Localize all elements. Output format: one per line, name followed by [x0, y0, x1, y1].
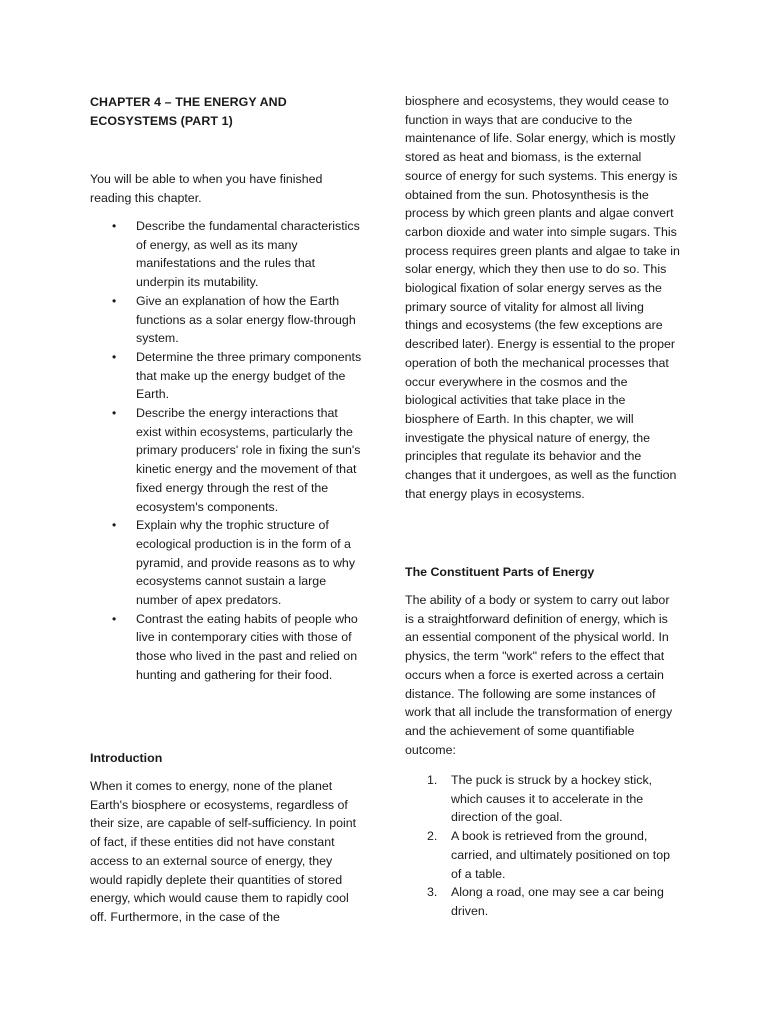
introduction-paragraph-part1: When it comes to energy, none of the planet Earth's biosphere or ecosystems, regardless of their size, are capable of self-sufficiency. In point of fact, if these entities did not have constant access to an external source of energy, they would rapidly deplete their quantities of stored energy, which would cause them to rapidly cool off. Furthermore, in the case of the: [90, 779, 357, 924]
example-text: A book is retrieved from the ground, carried, and ultimately positioned on top of a table.: [451, 829, 671, 881]
objective-text: Give an explanation of how the Earth functions as a solar energy flow-through system.: [136, 293, 356, 346]
objective-item: [90, 404, 364, 516]
example-text: Along a road, one may see a car being driven.: [451, 885, 664, 918]
introduction-heading: Introduction: [90, 751, 163, 765]
example-item: [405, 771, 680, 827]
objective-text: Describe the energy interactions that exist within ecosystems, particularly the primary producers' role in fixing the sun's kinetic energy and the movement of that fixed energy through the rest of the ecosystem's components.: [136, 406, 361, 514]
example-number: 2.: [427, 829, 438, 844]
bullet-icon: •: [112, 349, 117, 364]
objective-text: Contrast the eating habits of people who live in contemporary cities with those of those who lived in the past and relied on hunting and gathering for their food.: [136, 611, 358, 682]
objective-item: [90, 348, 364, 404]
example-item: [405, 883, 680, 920]
bullet-icon: •: [112, 406, 117, 421]
objective-text: Explain why the trophic structure of ecological production is in the form of a pyramid, and provide reasons as to why ecosystems cannot sustain a large number of apex predators.: [136, 518, 356, 608]
example-number: 1.: [427, 773, 438, 787]
objective-item: [90, 217, 364, 292]
objective-item: [90, 292, 364, 348]
objective-item: [90, 610, 364, 685]
objective-text: Determine the three primary components that make up the energy budget of the Earth.: [136, 349, 362, 402]
objective-text: Describe the fundamental characteristics of energy, as well as its many manifestations and the rules that underpin its mutability.: [136, 219, 360, 290]
constituent-parts-paragraph: The ability of a body or system to carry out labor is a straightforward definition of energy, which is an essential component of the physical world. In physics, the term "work" refers to the effect that occurs when a force is exerted across a certain distance. The following are some instances of work that all include the transformation of energy and the achievement of some quantifiable outcome:: [405, 593, 673, 757]
work-examples-list: [405, 771, 680, 921]
bullet-icon: •: [112, 611, 117, 626]
objective-item: [90, 516, 364, 610]
objectives-list: [90, 217, 364, 685]
example-item: [405, 827, 680, 883]
chapter-title: CHAPTER 4 – THE ENERGY AND ECOSYSTEMS (PART 1): [90, 95, 287, 128]
bullet-icon: •: [112, 293, 117, 308]
constituent-parts-heading: The Constituent Parts of Energy: [405, 565, 595, 579]
example-number: 3.: [427, 885, 438, 900]
introduction-paragraph-part2: biosphere and ecosystems, they would cease to function in ways that are conducive to the maintenance of life. Solar energy, which is mostly stored as heat and biomass, is the external source of energy for such systems. This energy is obtained from the sun. Photosynthesis is the process by which green plants and algae convert carbon dioxide and water into simple sugars. This process requires green plants and algae to take in solar energy, which they then use to do so. This biological fixation of solar energy serves as the primary source of vitality for almost all living things and ecosystems (the few exceptions are described later). Energy is essential to the proper operation of both the mechanical processes that occur everywhere in the cosmos and the biological activities that take place in the biosphere of Earth. In this chapter, we will investigate the physical nature of energy, the principles that regulate its behavior and the changes that it undergoes, as well as the function that energy plays in ecosystems.: [405, 94, 680, 501]
objectives-intro: You will be able to when you have finished reading this chapter.: [90, 172, 323, 205]
bullet-icon: •: [112, 219, 117, 233]
bullet-icon: •: [112, 518, 117, 533]
example-text: The puck is struck by a hockey stick, which causes it to accelerate in the direction of the goal.: [451, 773, 653, 825]
